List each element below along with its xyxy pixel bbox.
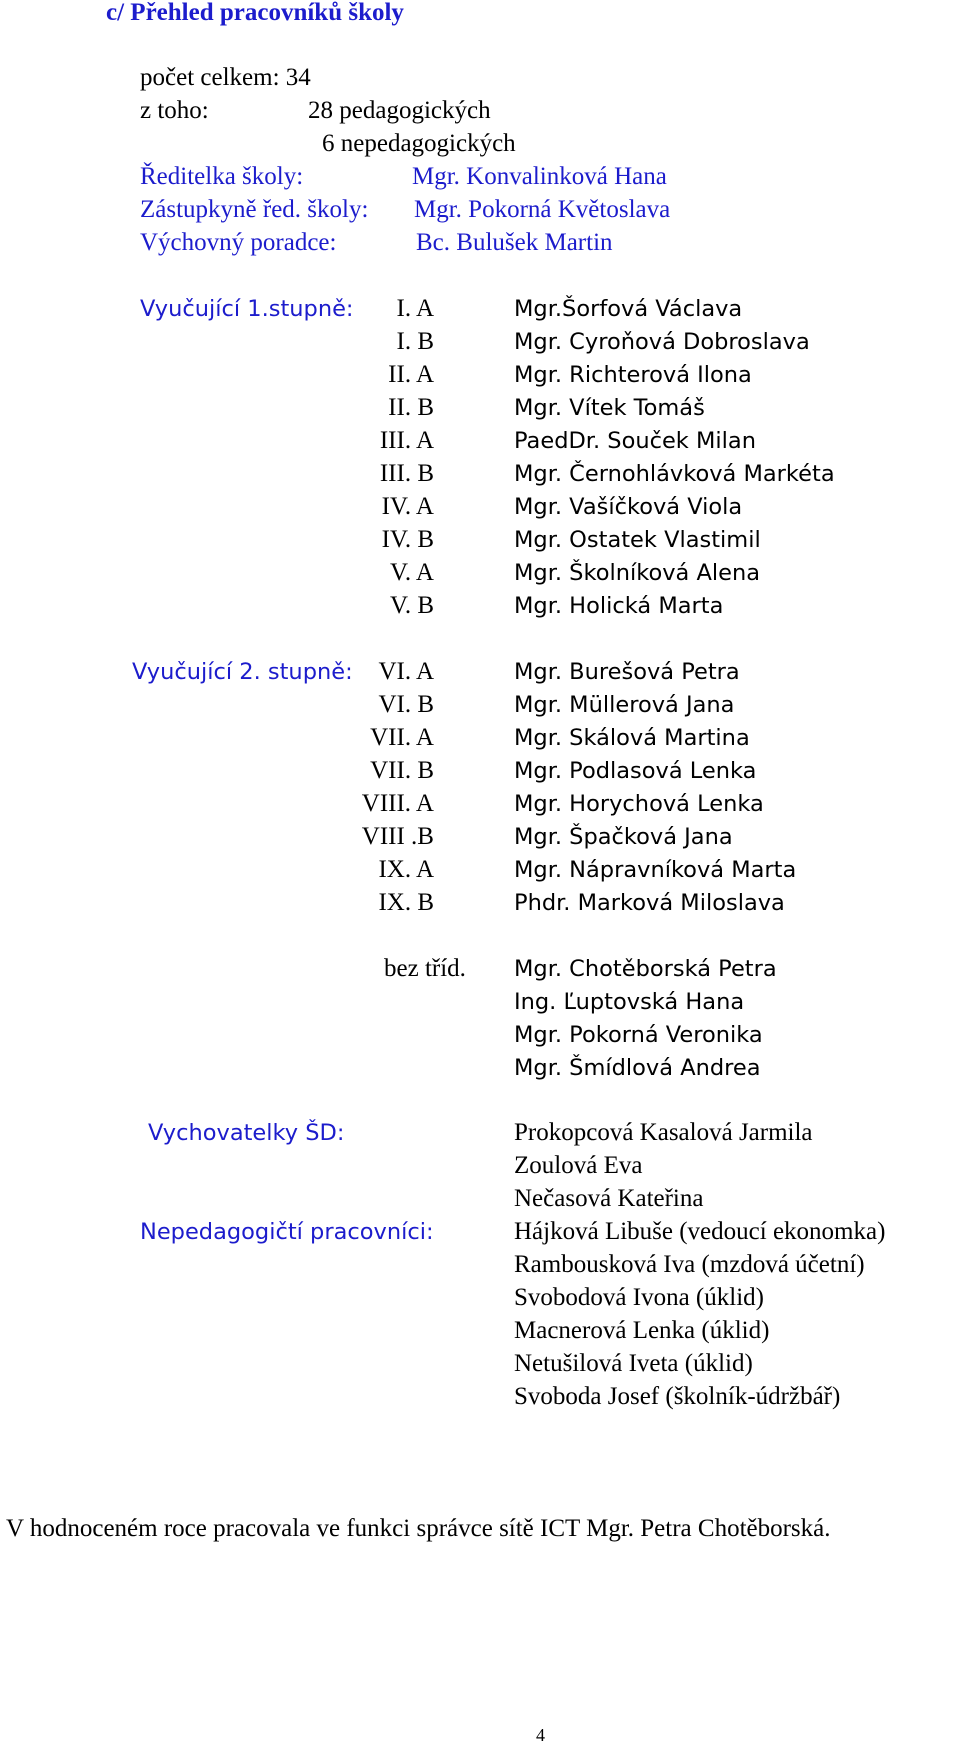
principal-name: Mgr. Konvalinková Hana: [412, 163, 667, 190]
counselor-role: Výchovný poradce:: [140, 229, 337, 256]
of-which-label: z toho:: [140, 97, 209, 124]
staff-name: Macnerová Lenka (úklid): [514, 1317, 770, 1344]
class-label: III. B: [379, 460, 434, 487]
class-label: IX. A: [378, 856, 434, 883]
teacher-name: Mgr. Burešová Petra: [514, 659, 740, 685]
non-pedagogical-count: 6 nepedagogických: [322, 130, 516, 157]
teacher-name: Mgr. Skálová Martina: [514, 725, 750, 751]
after-school-label: Vychovatelky ŠD:: [148, 1120, 345, 1146]
class-label: IX. B: [378, 889, 434, 916]
pedagogical-count: 28 pedagogických: [308, 97, 491, 124]
teacher-name: Mgr. Školníková Alena: [514, 560, 761, 586]
staff-name: Svobodová Ivona (úklid): [514, 1284, 764, 1311]
teacher-name: Mgr. Richterová Ilona: [514, 362, 752, 388]
count-total: počet celkem: 34: [140, 64, 311, 91]
class-label: VIII .B: [361, 823, 434, 850]
class-label: III. A: [379, 427, 434, 454]
teacher-name: Mgr. Müllerová Jana: [514, 692, 735, 718]
staff-name: Svoboda Josef (školník-údržbář): [514, 1383, 841, 1410]
teacher-name: Mgr. Podlasová Lenka: [514, 758, 757, 784]
teacher-name: Mgr. Černohlávková Markéta: [514, 461, 835, 487]
teacher-name: PaedDr. Souček Milan: [514, 428, 756, 454]
class-label: II. A: [388, 361, 434, 388]
principal-role: Ředitelka školy:: [140, 163, 304, 190]
teacher-name: Mgr. Špačková Jana: [514, 824, 733, 850]
page-number: 4: [536, 1725, 545, 1745]
staff-name: Mgr. Šmídlová Andrea: [514, 1055, 761, 1081]
non-teaching-label: Nepedagogičtí pracovníci:: [140, 1219, 434, 1245]
deputy-role: Zástupkyně řed. školy:: [140, 196, 369, 223]
staff-name: Hájková Libuše (vedoucí ekonomka): [514, 1218, 886, 1245]
class-label: I. B: [396, 328, 434, 355]
staff-name: Rambousková Iva (mzdová účetní): [514, 1251, 865, 1278]
class-label: VI. A: [378, 658, 434, 685]
teacher-name: Mgr. Horychová Lenka: [514, 791, 764, 817]
staff-name: Mgr. Pokorná Veronika: [514, 1022, 763, 1048]
class-label: IV. A: [381, 493, 434, 520]
teacher-name: Mgr. Ostatek Vlastimil: [514, 527, 761, 553]
class-label: I. A: [396, 295, 434, 322]
teacher-name: Mgr. Vítek Tomáš: [514, 395, 705, 421]
counselor-name: Bc. Bulušek Martin: [416, 229, 613, 256]
teacher-name: Mgr. Nápravníková Marta: [514, 857, 797, 883]
teacher-name: Mgr. Cyroňová Dobroslava: [514, 329, 810, 355]
teacher-name: Mgr.Šorfová Václava: [514, 296, 743, 322]
without-class-label: bez tříd.: [384, 955, 466, 982]
class-label: VIII. A: [361, 790, 434, 817]
first-stage-label: Vyučující 1.stupně:: [140, 296, 354, 322]
class-label: II. B: [388, 394, 434, 421]
class-label: IV. B: [381, 526, 434, 553]
staff-name: Netušilová Iveta (úklid): [514, 1350, 753, 1377]
class-label: VI. B: [378, 691, 434, 718]
section-title: c/ Přehled pracovníků školy: [106, 0, 404, 26]
teacher-name: Mgr. Holická Marta: [514, 593, 724, 619]
staff-name: Prokopcová Kasalová Jarmila: [514, 1119, 813, 1146]
staff-name: Mgr. Chotěborská Petra: [514, 956, 777, 982]
class-label: V. A: [389, 559, 434, 586]
ict-note: V hodnoceném roce pracovala ve funkci správce sítě ICT Mgr. Petra Chotěborská.: [6, 1515, 831, 1542]
deputy-name: Mgr. Pokorná Květoslava: [414, 196, 671, 223]
staff-name: Nečasová Kateřina: [514, 1185, 704, 1212]
class-label: VII. A: [370, 724, 434, 751]
staff-name: Zoulová Eva: [514, 1152, 643, 1179]
teacher-name: Mgr. Vašíčková Viola: [514, 494, 743, 520]
class-label: VII. B: [370, 757, 434, 784]
second-stage-label: Vyučující 2. stupně:: [132, 659, 353, 685]
teacher-name: Phdr. Marková Miloslava: [514, 890, 785, 916]
class-label: V. B: [389, 592, 434, 619]
staff-name: Ing. Ľuptovská Hana: [514, 989, 745, 1015]
